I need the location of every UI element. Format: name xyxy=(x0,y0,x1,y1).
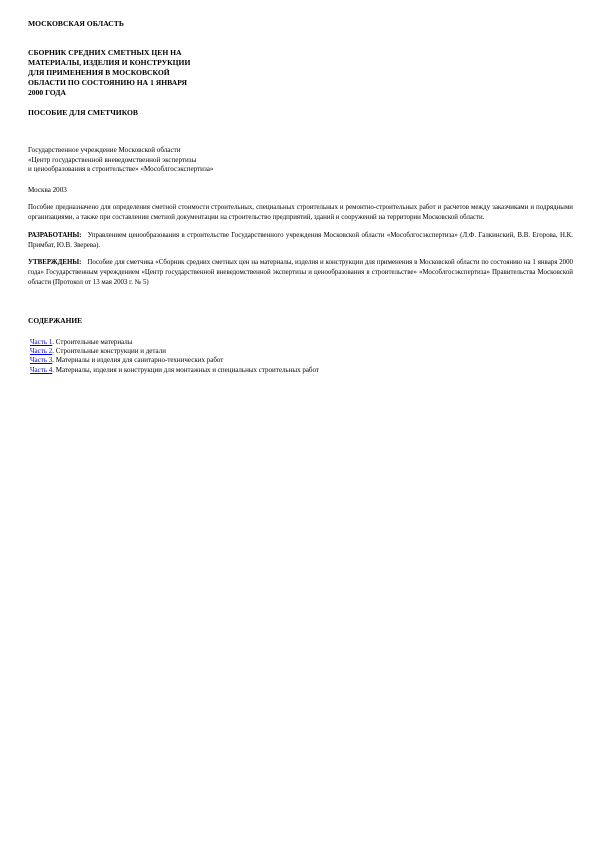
title-line: СБОРНИК СРЕДНИХ СМЕТНЫХ ЦЕН НА xyxy=(28,48,182,57)
organization-line: и ценообразования в строительстве» «Мособлгосэкспертиза» xyxy=(28,165,214,174)
developed-label: РАЗРАБОТАНЫ: xyxy=(28,231,82,239)
contents-item-text: . Материалы и изделия для санитарно-технических работ xyxy=(52,356,224,365)
document-subtitle: ПОСОБИЕ ДЛЯ СМЕТЧИКОВ xyxy=(28,108,139,117)
developed-paragraph xyxy=(28,231,573,251)
region-heading: МОСКОВСКАЯ ОБЛАСТЬ xyxy=(28,19,124,28)
document-page xyxy=(28,19,573,375)
title-line: ОБЛАСТИ ПО СОСТОЯНИЮ НА 1 ЯНВАРЯ xyxy=(28,78,187,87)
contents-item xyxy=(30,347,573,356)
organization-line: «Центр государственной вневедомственной экспертизы xyxy=(28,155,197,164)
contents-link-part-1[interactable]: Часть 1 xyxy=(30,337,53,346)
approved-text: Пособие для сметчика «Сборник средних сметных цен на материалы, изделия и конструкции для применения в Московской области по состоянию на 1 января 2000 года» Государственным учреждением «Центр государственной вневедомственной экспертизы и ценообразования в строительстве» «Мособлгосэкспертиза» Правительства Московской области (Протокол от 13 мая 2003 г. № 5) xyxy=(28,259,573,286)
developed-text: Управлением ценообразования в строительстве Государственного учреждения Московской области «Мособлгосэкспертиза» (Л.Ф. Галкинский, В.В. Егорова, Н.К. Примбат, Ю.В. Зверева). xyxy=(28,231,573,249)
contents-item xyxy=(30,356,573,365)
approved-label: УТВЕРЖДЕНЫ: xyxy=(28,259,82,267)
contents-heading: СОДЕРЖАНИЕ xyxy=(28,315,83,325)
title-line: 2000 ГОДА xyxy=(28,88,66,97)
contents-item-text: . Материалы, изделия и конструкции для монтажных и специальных строительных работ xyxy=(52,365,319,374)
contents-link-part-2[interactable]: Часть 2 xyxy=(30,346,53,355)
contents-item-text: . Строительные материалы xyxy=(52,337,133,346)
document-title xyxy=(28,48,573,98)
contents-link-part-3[interactable]: Часть 3 xyxy=(30,356,53,365)
organization-block xyxy=(28,146,573,175)
approved-paragraph xyxy=(28,258,573,287)
contents-item-text: . Строительные конструкции и детали xyxy=(52,346,166,355)
contents-list xyxy=(28,338,573,375)
title-line: ДЛЯ ПРИМЕНЕНИЯ В МОСКОВСКОЙ xyxy=(28,68,170,77)
organization-line: Государственное учреждение Московской области xyxy=(28,146,181,154)
contents-link-part-4[interactable]: Часть 4 xyxy=(30,365,53,374)
city-year: Москва 2003 xyxy=(28,186,67,195)
description-paragraph: Пособие предназначено для определения сметной стоимости строительных, специальных строительных и ремонтно-строительных работ и расчетов между заказчиками и подрядными организациями, а также при составлении сметной документации на строительство предприятий, зданий и сооружений на территории Московской области. xyxy=(28,204,573,221)
contents-item xyxy=(30,338,573,347)
contents-item xyxy=(30,366,573,375)
title-line: МАТЕРИАЛЫ, ИЗДЕЛИЯ И КОНСТРУКЦИИ xyxy=(28,58,191,67)
